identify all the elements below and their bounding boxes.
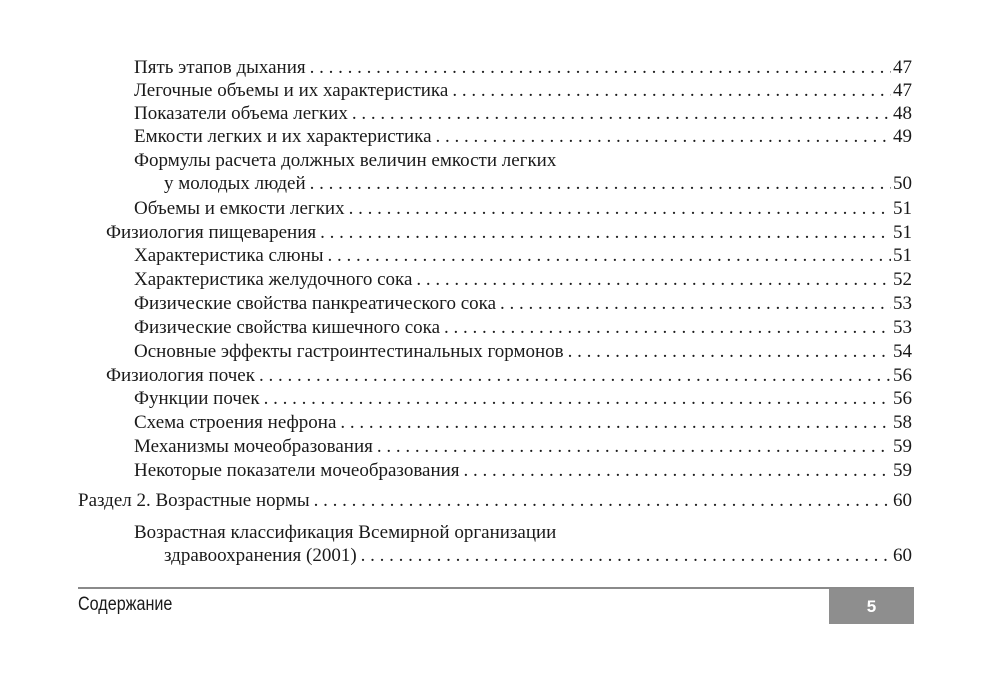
toc-entry-title: Формулы расчета должных величин емкости легких	[134, 150, 557, 171]
toc-entry-title: Схема строения нефрона	[134, 412, 337, 433]
toc-entry[interactable]	[134, 125, 912, 148]
toc-entry-page: 49	[893, 126, 912, 147]
dot-leader	[310, 172, 891, 195]
toc-entry[interactable]	[134, 521, 912, 567]
toc-entry[interactable]	[106, 221, 912, 244]
toc-entry-title: Механизмы мочеобразования	[134, 436, 373, 457]
toc-section-entry[interactable]	[78, 489, 912, 512]
toc-entry[interactable]	[134, 340, 912, 363]
toc-entry-title: Физиология почек	[106, 365, 255, 386]
running-footer-title: Содержание	[78, 594, 173, 615]
toc-entry-title-continuation: у молодых людей	[164, 173, 306, 194]
dot-leader	[377, 435, 891, 458]
toc-entry-page: 51	[893, 245, 912, 266]
toc-entry-title: Легочные объемы и их характеристика	[134, 80, 449, 101]
toc-entry-title: Раздел 2. Возрастные нормы	[78, 490, 310, 511]
dot-leader	[259, 364, 891, 387]
toc-entry-title: Основные эффекты гастроинтестинальных гормонов	[134, 341, 564, 362]
toc-entry[interactable]	[134, 435, 912, 458]
dot-leader	[568, 340, 891, 363]
footer-divider	[78, 587, 914, 589]
toc-entry-page: 59	[893, 460, 912, 481]
toc-entry-page: 60	[893, 490, 912, 511]
toc-entry-page: 47	[893, 80, 912, 101]
toc-entry-page: 53	[893, 293, 912, 314]
toc-entry[interactable]	[134, 459, 912, 482]
toc-entry-page: 59	[893, 436, 912, 457]
dot-leader	[340, 411, 891, 434]
toc-entry[interactable]	[134, 79, 912, 102]
toc-entry-title: Характеристика слюны	[134, 245, 324, 266]
dot-leader	[320, 221, 891, 244]
toc-entry-page: 56	[893, 365, 912, 386]
toc-entry[interactable]	[106, 364, 912, 387]
toc-entry[interactable]	[134, 197, 912, 220]
toc-entry-title: Физические свойства панкреатического сока	[134, 293, 497, 314]
toc-entry[interactable]	[134, 56, 912, 79]
dot-leader	[314, 489, 891, 512]
toc-entry-title: Функции почек	[134, 388, 260, 409]
toc-entry-title: Физические свойства кишечного сока	[134, 317, 441, 338]
toc-entry-page: 52	[893, 269, 912, 290]
toc-entry-title: Физиология пищеварения	[106, 222, 317, 243]
toc-entry-page: 54	[893, 341, 912, 362]
toc-entry-title: Характеристика желудочного сока	[134, 269, 413, 290]
dot-leader	[436, 125, 892, 148]
toc-entry[interactable]	[134, 387, 912, 410]
dot-leader	[452, 79, 891, 102]
toc-entry-page: 51	[893, 222, 912, 243]
dot-leader	[500, 292, 891, 315]
toc-entry-page: 47	[893, 57, 912, 78]
toc-entry-page: 56	[893, 388, 912, 409]
toc-entry-page: 58	[893, 412, 912, 433]
dot-leader	[416, 268, 891, 291]
toc-entry-title-continuation: здравоохранения (2001)	[164, 545, 357, 566]
dot-leader	[349, 197, 891, 220]
toc-entry-title: Некоторые показатели мочеобразования	[134, 460, 460, 481]
toc-entry-page: 60	[893, 545, 912, 566]
toc-entry-page: 48	[893, 103, 912, 124]
toc-entry[interactable]	[134, 102, 912, 125]
toc-entry[interactable]	[134, 149, 912, 195]
dot-leader	[361, 544, 891, 567]
dot-leader	[264, 387, 891, 410]
dot-leader	[464, 459, 891, 482]
dot-leader	[310, 56, 891, 79]
toc-entry[interactable]	[134, 244, 912, 267]
toc-entry-page: 53	[893, 317, 912, 338]
dot-leader	[444, 316, 891, 339]
dot-leader	[352, 102, 891, 125]
toc-entry-page: 50	[893, 173, 912, 194]
toc-entry-page: 51	[893, 198, 912, 219]
toc-entry[interactable]	[134, 411, 912, 434]
dot-leader	[328, 244, 891, 267]
toc-entry[interactable]	[134, 316, 912, 339]
toc-entry-title: Объемы и емкости легких	[134, 198, 345, 219]
toc-entry-title: Возрастная классификация Всемирной организации	[134, 522, 557, 543]
toc-entry-title: Емкости легких и их характеристика	[134, 126, 432, 147]
toc-entry-title: Показатели объема легких	[134, 103, 348, 124]
toc-entry[interactable]	[134, 268, 912, 291]
toc-entry-title: Пять этапов дыхания	[134, 57, 306, 78]
page-number-badge: 5	[829, 589, 914, 624]
toc-entry[interactable]	[134, 292, 912, 315]
